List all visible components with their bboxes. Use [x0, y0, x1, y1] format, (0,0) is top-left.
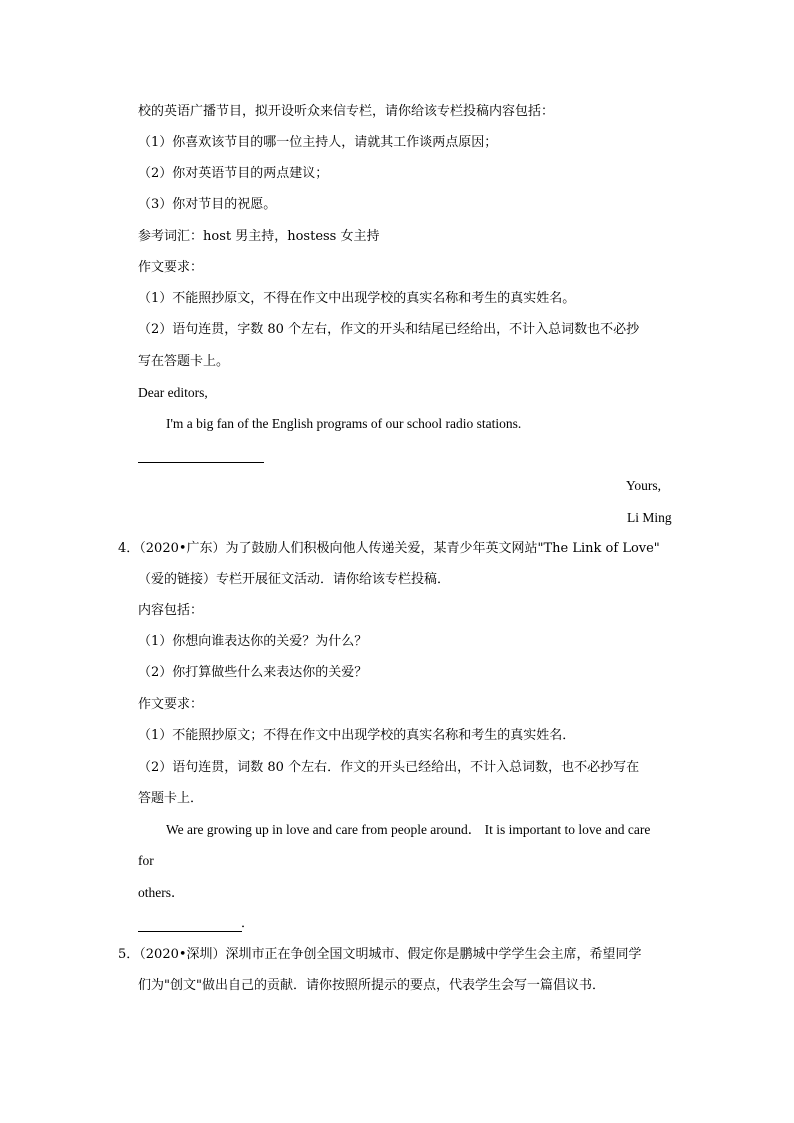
q4-prompt-line-1: 4．（2020•广东）为了鼓励人们积极向他人传递关爱，某青少年英文网站"The Link of Love" — [118, 541, 660, 556]
q4-requirement-2a: （2）语句连贯，词数 80 个左右．作文的开头已经给出，不计入总词数，也不必抄写在 — [138, 760, 640, 775]
q3-answer-blank — [138, 462, 264, 463]
q4-opening-line-3: others． — [138, 885, 185, 900]
q3-vocab: 参考词汇：host 男主持，hostess 女主持 — [138, 229, 380, 244]
q3-signature: Li Ming — [627, 510, 672, 525]
q3-intro: 校的英语广播节目，拟开设听众来信专栏，请你给该专栏投稿内容包括： — [138, 104, 555, 119]
q3-opening-sentence: I'm a big fan of the English programs of our school radio stations. — [166, 416, 522, 431]
q3-requirement-2a: （2）语句连贯，字数 80 个左右，作文的开头和结尾已经给出，不计入总词数也不必抄 — [138, 322, 640, 337]
q3-closing: Yours, — [626, 478, 662, 493]
q4-item-1: （1）你想向谁表达你的关爱？为什么？ — [138, 634, 368, 649]
q4-item-2: （2）你打算做些什么来表达你的关爱？ — [138, 665, 368, 680]
q3-item-2: （2）你对英语节目的两点建议； — [138, 166, 329, 181]
q5-prompt-line-1: 5．（2020•深圳）深圳市正在争创全国文明城市、假定你是鹏城中学学生会主席，希望同学 — [118, 947, 642, 962]
q4-content-title: 内容包括： — [138, 603, 204, 618]
q4-requirement-1: （1）不能照抄原文；不得在作文中出现学校的真实名称和考生的真实姓名． — [138, 728, 576, 743]
q3-item-1: （1）你喜欢该节目的哪一位主持人，请就其工作谈两点原因； — [138, 135, 498, 150]
q4-prompt-line-2: （爱的链接）专栏开展征文活动．请你给该专栏投稿． — [138, 572, 451, 587]
q4-opening-line-2: for — [138, 853, 154, 868]
q4-requirements-title: 作文要求： — [138, 697, 204, 712]
q4-opening-line-1: We are growing up in love and care from people around． It is important to love and care — [166, 822, 651, 837]
q3-item-3: （3）你对节目的祝愿。 — [138, 197, 277, 212]
q5-prompt-line-2: 们为"创文"做出自己的贡献．请你按照所提示的要点，代表学生会写一篇倡议书． — [138, 978, 605, 993]
q3-greeting: Dear editors, — [138, 385, 208, 400]
q3-requirements-title: 作文要求： — [138, 260, 204, 275]
q4-answer-blank-end: ． — [241, 916, 255, 931]
q4-requirement-2b: 答题卡上． — [138, 791, 204, 806]
q3-requirement-2b: 写在答题卡上。 — [138, 354, 230, 369]
q4-answer-blank — [138, 931, 242, 932]
q3-requirement-1: （1）不能照抄原文，不得在作文中出现学校的真实名称和考生的真实姓名。 — [138, 291, 576, 306]
